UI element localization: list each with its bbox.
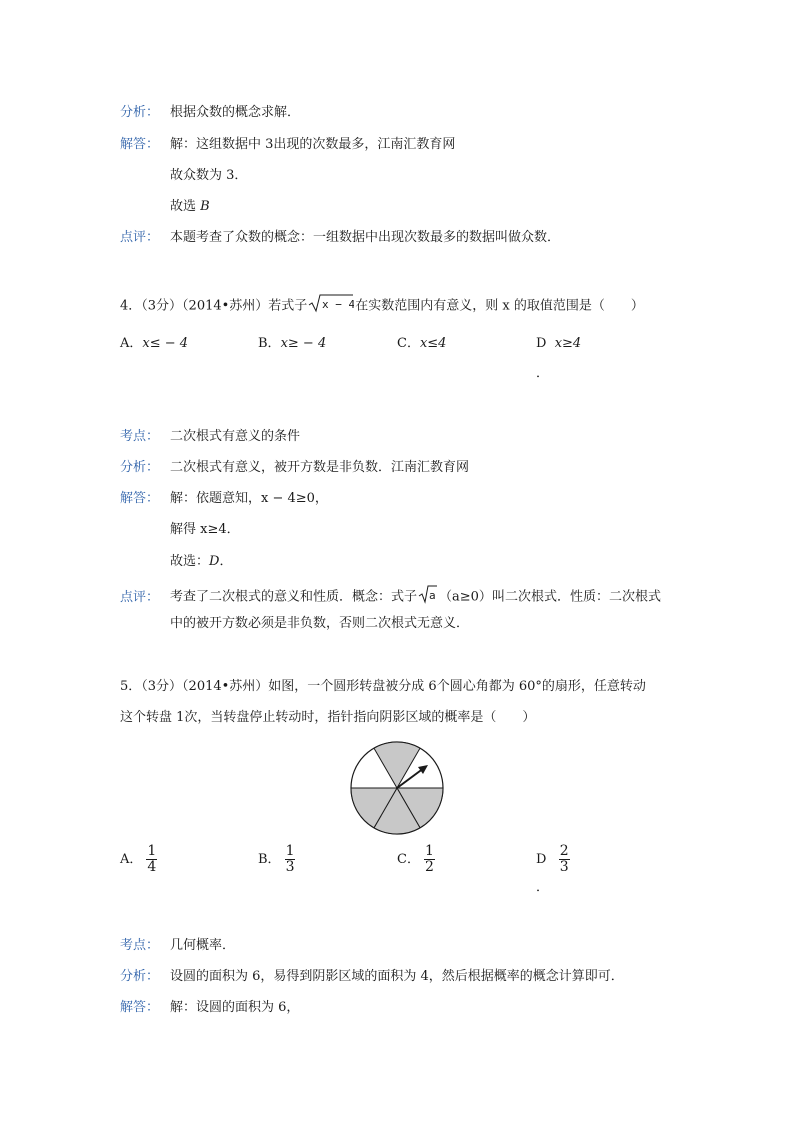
answer-row	[120, 136, 455, 154]
answer-line2: 故众数为 3．	[170, 168, 248, 183]
q4-suffix: 在实数范围内有意义，则 x 的取值范围是（ ）	[355, 298, 644, 314]
denominator: 3	[559, 859, 569, 875]
q4-answer-row	[120, 490, 328, 508]
option-label: D	[536, 852, 547, 867]
answer-choice: D	[209, 554, 220, 569]
sqrt-icon	[308, 293, 354, 319]
numerator: 2	[559, 843, 569, 859]
q4-analysis-row	[120, 459, 469, 477]
comment-label: 点评：	[120, 589, 160, 605]
answer-label: 解答：	[120, 491, 160, 506]
comment-label: 点评：	[120, 230, 160, 245]
answer-text: 解：这组数据中 3出现的次数最多，江南汇教育网	[170, 137, 456, 152]
numerator: 1	[424, 843, 434, 859]
answer-label: 解答：	[120, 137, 160, 152]
q4-comment-line2: 中的被开方数必须是非负数，否则二次根式无意义．	[170, 616, 470, 631]
q4-prefix: 4．（3分）（2014•苏州）若式子	[120, 298, 308, 314]
option-label: B．	[258, 852, 281, 867]
comment-pre: 考查了二次根式的意义和性质．概念：式子	[170, 589, 418, 605]
q4-comment-row	[120, 584, 661, 605]
q4-answer-line2: 解得 x≥4．	[170, 522, 240, 537]
q4-option-d	[536, 335, 581, 353]
answer-label: 解答：	[120, 1000, 160, 1015]
question-5-stem-line1: 5．（3分）（2014•苏州）如图，一个圆形转盘被分成 6个圆心角都为 60°的扇形，任意转动	[120, 679, 646, 694]
answer-line3-prefix: 故选	[170, 199, 201, 214]
option-label: A．	[120, 336, 143, 351]
option-label: C．	[397, 852, 420, 867]
q4-option-c	[397, 335, 446, 353]
answer-line3	[170, 198, 210, 216]
q5-option-a	[120, 844, 157, 875]
q5-analysis-row	[120, 968, 624, 986]
analysis-label: 分析：	[120, 969, 160, 984]
q4-kaodian-row	[120, 428, 300, 446]
analysis-text: 设圆的面积为 6，易得到阴影区域的面积为 4，然后根据概率的概念计算即可．	[170, 969, 624, 984]
comment-radicand: a	[429, 589, 436, 602]
fraction	[559, 844, 570, 875]
q5-option-b	[258, 844, 295, 875]
option-label: D	[536, 336, 547, 351]
option-label: A．	[120, 852, 143, 867]
q4-radicand: x − 4	[322, 298, 355, 311]
option-text: x≤ − 4	[142, 336, 189, 351]
comment-row	[120, 229, 560, 247]
numerator: 1	[147, 843, 157, 859]
option-label: C．	[397, 336, 420, 351]
fraction	[424, 844, 435, 875]
q5-option-c	[397, 844, 435, 875]
q5-kaodian-row	[120, 937, 235, 955]
analysis-label: 分析：	[120, 105, 160, 120]
answer-line3-end: ．	[219, 554, 233, 569]
analysis-row	[120, 104, 300, 122]
denominator: 4	[147, 859, 157, 875]
answer-text: 解：设圆的面积为 6，	[170, 1000, 300, 1015]
q5-option-d	[536, 844, 570, 875]
numerator: 1	[285, 843, 295, 859]
fraction	[146, 844, 157, 875]
spinner-diagram	[348, 740, 446, 836]
analysis-text: 根据众数的概念求解．	[170, 105, 301, 120]
option-label: B．	[258, 336, 281, 351]
option-text: x≥4	[554, 336, 582, 351]
kaodian-text: 几何概率．	[170, 938, 236, 953]
q5-option-d-dot: ．	[536, 880, 550, 895]
comment-condition: （a≥0）	[439, 589, 492, 605]
analysis-label: 分析：	[120, 460, 160, 475]
answer-text: 解：依题意知，x − 4≥0，	[170, 491, 328, 506]
denominator: 2	[424, 859, 434, 875]
question-5-stem-line2: 这个转盘 1次，当转盘停止转动时，指针指向阴影区域的概率是（ ）	[120, 710, 536, 725]
q4-option-a	[120, 335, 188, 353]
q4-option-b	[258, 335, 326, 353]
kaodian-label: 考点：	[120, 429, 160, 444]
answer-choice: B	[200, 199, 210, 214]
kaodian-text: 二次根式有意义的条件	[170, 429, 301, 444]
comment-post: 叫二次根式．性质：二次根式	[491, 589, 661, 605]
denominator: 3	[285, 859, 295, 875]
option-text: x≤4	[419, 336, 447, 351]
analysis-text: 二次根式有意义，被开方数是非负数．江南汇教育网	[170, 460, 470, 475]
q4-option-d-dot: ．	[536, 366, 550, 381]
q4-answer-line3	[170, 553, 232, 571]
kaodian-label: 考点：	[120, 938, 160, 953]
question-4-stem	[120, 293, 644, 314]
sqrt-icon	[418, 584, 438, 610]
fraction	[285, 844, 296, 875]
answer-line3-prefix: 故选：	[170, 554, 210, 569]
q5-answer-row	[120, 999, 299, 1017]
option-text: x≥ − 4	[280, 336, 327, 351]
comment-text: 本题考查了众数的概念：一组数据中出现次数最多的数据叫做众数．	[170, 230, 561, 245]
